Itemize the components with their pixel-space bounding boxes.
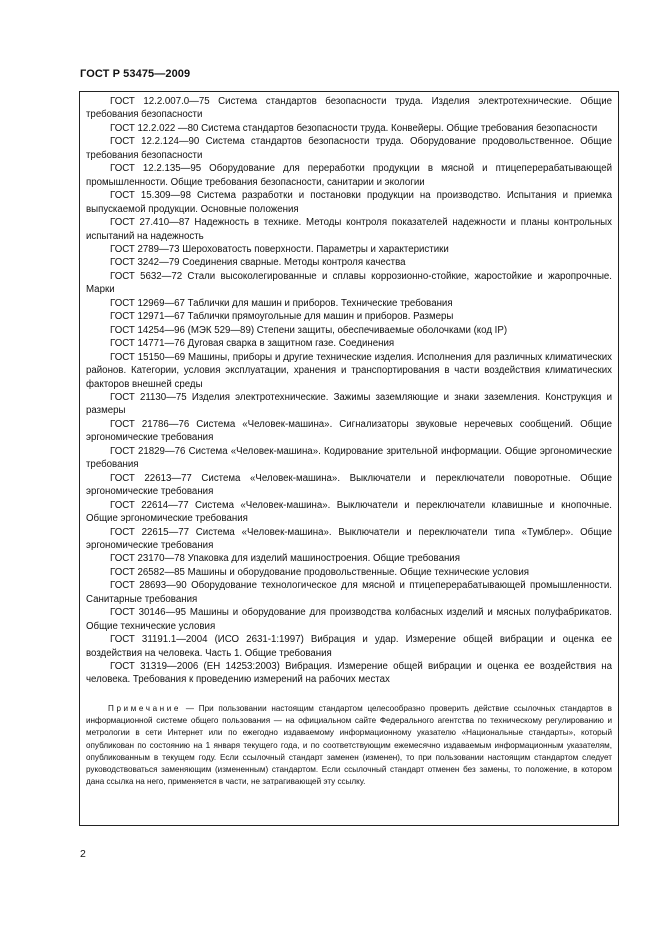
reference-entry: ГОСТ 12971—67 Таблички прямоугольные для машин и приборов. Размеры xyxy=(110,311,454,323)
reference-entry: ГОСТ 26582—85 Машины и оборудование продовольственные. Общие технические условия xyxy=(110,566,529,578)
reference-entry: ГОСТ 12.2.135—95 Оборудование для переработки продукции в мясной и птицеперерабатывающей промышленности. Общие требования безопасности, санитарии и экологии xyxy=(86,163,612,188)
reference-entry: ГОСТ 30146—95 Машины и оборудование для производства колбасных изделий и мясных полуфабрикатов. Общие технические условия xyxy=(86,607,612,632)
reference-entry: ГОСТ 22614—77 Система «Человек-машина». Выключатели и переключатели клавишные и кнопочные. Общие эргономические требования xyxy=(86,499,612,525)
document-header: ГОСТ Р 53475—2009 xyxy=(80,68,191,80)
reference-entry: ГОСТ 23170—78 Упаковка для изделий машиностроения. Общие требования xyxy=(110,553,460,565)
reference-entry: ГОСТ 31191.1—2004 (ИСО 2631-1:1997) Вибрация и удар. Измерение общей вибрации и оценка ее воздействия на человека. Часть 1. Общие требования xyxy=(86,634,612,659)
reference-entry: ГОСТ 15150—69 Машины, приборы и другие технические изделия. Исполнения для различных климатических районов. Категории, условия эксплуатации, хранения и транспортирования в части воздействия климатических факторов внешней среды xyxy=(86,351,612,390)
reference-entry: ГОСТ 21829—76 Система «Человек-машина». Кодирование зрительной информации. Общие эргономические требования xyxy=(86,445,612,471)
reference-entry: ГОСТ 21786—76 Система «Человек-машина». Сигнализаторы звуковые неречевых сообщений. Общие эргономические требования xyxy=(86,418,612,444)
reference-entry: ГОСТ 12.2.124—90 Система стандартов безопасности труда. Оборудование продовольственное. Общие требования безопасности xyxy=(86,136,612,161)
reference-entry: ГОСТ 14254—96 (МЭК 529—89) Степени защиты, обеспечиваемые оболочками (код IP) xyxy=(110,324,508,336)
reference-entry: ГОСТ 22615—77 Система «Человек-машина». Выключатели и переключатели типа «Тумблер». Общие эргономические требования xyxy=(86,526,612,551)
reference-entry: ГОСТ 22613—77 Система «Человек-машина». Выключатели и переключатели поворотные. Общие эргономические требования xyxy=(86,472,612,498)
reference-entry: ГОСТ 2789—73 Шероховатость поверхности. Параметры и характеристики xyxy=(110,243,449,255)
note-block xyxy=(86,703,612,788)
reference-entry: ГОСТ 27.410—87 Надежность в технике. Методы контроля показателей надежности и планы контрольных испытаний на надежность xyxy=(86,217,612,242)
page-number: 2 xyxy=(80,848,86,860)
reference-entry: ГОСТ 5632—72 Стали высоколегированные и сплавы коррозионно-стойкие, жаростойкие и жаропрочные. Марки xyxy=(86,270,612,296)
note-label: Примечание xyxy=(108,703,182,713)
reference-entry: ГОСТ 15.309—98 Система разработки и постановки продукции на производство. Испытания и приемка выпускаемой продукции. Основные положения xyxy=(86,190,612,215)
reference-entry: ГОСТ 28693—90 Оборудование технологическое для мясной и птицеперерабатывающей промышленности. Санитарные требования xyxy=(86,580,612,605)
reference-entry: ГОСТ 14771—76 Дуговая сварка в защитном газе. Соединения xyxy=(110,338,395,350)
reference-entry: ГОСТ 31319—2006 (ЕН 14253:2003) Вибрация. Измерение общей вибрации и оценка ее воздействия на человека. Требования к проведению измерений на рабочих местах xyxy=(86,661,612,686)
reference-entry: ГОСТ 3242—79 Соединения сварные. Методы контроля качества xyxy=(110,257,406,269)
reference-entry: ГОСТ 21130—75 Изделия электротехнические. Зажимы заземляющие и знаки заземления. Конструкция и размеры xyxy=(86,391,612,417)
references-list xyxy=(86,95,612,687)
reference-entry: ГОСТ 12.2.022 —80 Система стандартов безопасности труда. Конвейеры. Общие требования безопасности xyxy=(110,122,598,134)
references-frame xyxy=(79,91,619,826)
note-text: — При пользовании настоящим стандартом целесообразно проверить действие ссылочных стандартов в информационной системе общего пользования — на официальном сайте Федерального агентства по техническому регулированию и метрологии в сети Интернет или по ежегодно издаваемому информационному указателю «Национальные стандарты», который опубликован по состоянию на 1 января текущего года, и по соответствующим ежемесячно издаваемым информационным указателям, опубликованным в текущем году. Если ссылочный стандарт заменен (изменен), то при пользовании настоящим стандартом следует руководствоваться заменяющим (измененным) стандартом. Если ссылочный стандарт отменен без замены, то положение, в котором дана ссылка на него, применяется в части, не затрагивающей эту ссылку. xyxy=(86,703,612,787)
reference-entry: ГОСТ 12.2.007.0—75 Система стандартов безопасности труда. Изделия электротехнические. Общие требования безопасности xyxy=(86,96,612,121)
reference-entry: ГОСТ 12969—67 Таблички для машин и приборов. Технические требования xyxy=(110,297,453,309)
